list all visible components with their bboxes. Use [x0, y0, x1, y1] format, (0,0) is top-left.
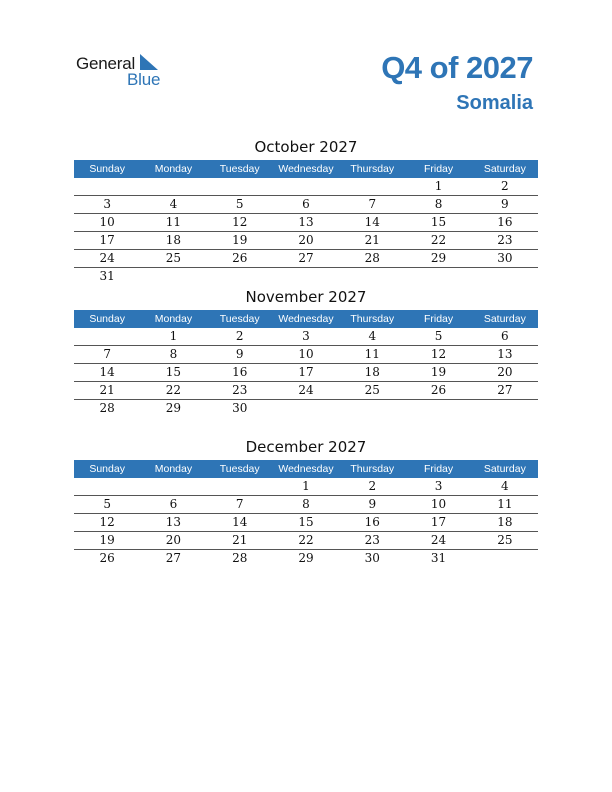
day-cell: [140, 268, 206, 285]
day-cell: 1: [169, 329, 178, 343]
day-cell: 17: [298, 365, 314, 379]
day-cell: 19: [232, 233, 248, 247]
day-cell: 18: [165, 233, 182, 247]
day-cell: 11: [497, 497, 513, 511]
day-cell: 6: [302, 197, 310, 211]
day-cell: 24: [430, 533, 447, 547]
weekday-label: Sunday: [89, 463, 125, 475]
day-cell: 8: [169, 347, 178, 361]
day-cell: 2: [235, 329, 244, 343]
day-cell: 11: [165, 215, 182, 229]
day-cell: 6: [501, 329, 509, 343]
day-cell: 1: [434, 179, 443, 193]
day-cell: [339, 400, 405, 417]
weekday-label: Saturday: [483, 463, 526, 475]
week-row: [74, 496, 538, 514]
day-cell: 15: [298, 515, 314, 529]
day-cell: 28: [99, 401, 115, 415]
weekday-label: Sunday: [89, 313, 125, 325]
day-cell: [140, 478, 206, 495]
day-cell: 26: [99, 551, 115, 565]
day-cell: 17: [430, 515, 447, 529]
day-cell: 30: [232, 401, 248, 415]
day-cell: 16: [497, 215, 513, 229]
day-cell: 2: [501, 179, 509, 193]
month-title: November 2027: [245, 288, 367, 306]
country-subtitle: Somalia: [456, 92, 533, 114]
day-cell: 22: [165, 383, 182, 397]
day-cell: 21: [364, 233, 380, 247]
weekday-label: Tuesday: [219, 313, 260, 325]
day-cell: 10: [298, 347, 314, 361]
day-cell: 20: [497, 365, 513, 379]
day-cell: 14: [232, 515, 248, 529]
day-cell: 5: [434, 329, 443, 343]
week-row: [74, 382, 538, 400]
week-row: [74, 514, 538, 532]
week-row: [74, 550, 538, 567]
day-cell: 9: [235, 347, 244, 361]
day-cell: 21: [232, 533, 248, 547]
logo-triangle-icon: [140, 54, 158, 70]
page-title: Q4 of 2027: [381, 50, 533, 85]
day-cell: 30: [364, 551, 380, 565]
weekday-label: Tuesday: [219, 163, 260, 175]
day-cell: 13: [165, 515, 182, 529]
day-cell: 18: [497, 515, 513, 529]
day-cell: 25: [497, 533, 513, 547]
day-cell: 26: [430, 383, 447, 397]
day-cell: 3: [103, 197, 111, 211]
day-cell: 5: [103, 497, 111, 511]
day-cell: 27: [298, 251, 314, 265]
day-cell: [207, 478, 273, 495]
day-cell: 12: [232, 215, 248, 229]
weekday-label: Sunday: [89, 163, 125, 175]
week-row: [74, 214, 538, 232]
day-cell: 19: [99, 533, 115, 547]
day-cell: [140, 178, 206, 195]
day-cell: [74, 328, 140, 345]
day-cell: 4: [501, 479, 509, 493]
day-cell: 4: [368, 329, 377, 343]
day-cell: 10: [430, 497, 447, 511]
day-cell: [339, 268, 405, 285]
day-cell: 28: [232, 551, 248, 565]
day-cell: 15: [430, 215, 447, 229]
week-row: [74, 400, 538, 417]
week-row: [74, 346, 538, 364]
day-cell: 23: [497, 233, 513, 247]
day-cell: 10: [99, 215, 115, 229]
weekday-label: Thursday: [350, 163, 395, 175]
weekday-header-row: [74, 160, 538, 178]
brand-logo: [76, 52, 176, 92]
week-row: [74, 364, 538, 382]
day-cell: 6: [169, 497, 178, 511]
weekday-label: Wednesday: [278, 313, 334, 325]
weekday-label: Wednesday: [278, 163, 334, 175]
week-row: [74, 196, 538, 214]
week-row: [74, 268, 538, 285]
day-cell: 28: [364, 251, 380, 265]
day-cell: [405, 400, 471, 417]
day-cell: 1: [302, 479, 310, 493]
day-cell: 29: [430, 251, 447, 265]
day-cell: [405, 268, 471, 285]
day-cell: 25: [165, 251, 182, 265]
day-cell: 13: [298, 215, 314, 229]
weekday-label: Friday: [423, 463, 454, 475]
day-cell: [273, 400, 339, 417]
day-cell: 21: [99, 383, 115, 397]
weekday-label: Thursday: [350, 463, 395, 475]
weekday-label: Monday: [154, 163, 193, 175]
day-cell: 14: [99, 365, 115, 379]
day-cell: 16: [364, 515, 380, 529]
day-cell: 7: [235, 497, 244, 511]
day-cell: [472, 400, 538, 417]
weekday-header-row: [74, 310, 538, 328]
day-cell: 29: [298, 551, 314, 565]
week-row: [74, 532, 538, 550]
week-row: [74, 232, 538, 250]
day-cell: [273, 268, 339, 285]
day-cell: 31: [99, 269, 115, 283]
day-cell: 14: [364, 215, 380, 229]
day-cell: 22: [298, 533, 314, 547]
day-cell: 3: [302, 329, 310, 343]
day-cell: 26: [232, 251, 248, 265]
day-cell: 12: [99, 515, 115, 529]
day-cell: 11: [364, 347, 380, 361]
weekday-label: Saturday: [483, 313, 526, 325]
day-cell: [273, 178, 339, 195]
weekday-label: Friday: [423, 313, 454, 325]
weekday-label: Tuesday: [219, 463, 260, 475]
day-cell: 7: [368, 197, 377, 211]
weekday-label: Wednesday: [278, 463, 334, 475]
day-cell: 16: [232, 365, 248, 379]
day-cell: 2: [368, 479, 377, 493]
day-cell: 27: [165, 551, 182, 565]
day-cell: 4: [169, 197, 178, 211]
day-cell: 24: [298, 383, 314, 397]
weekday-label: Friday: [423, 163, 454, 175]
day-cell: 27: [497, 383, 513, 397]
day-cell: 9: [368, 497, 377, 511]
logo-text-general: General: [76, 54, 136, 73]
day-cell: 19: [430, 365, 447, 379]
weekday-label: Monday: [154, 313, 193, 325]
month-calendar-november: [74, 288, 538, 417]
week-row: [74, 250, 538, 268]
day-cell: 29: [165, 401, 182, 415]
day-cell: 25: [364, 383, 380, 397]
day-cell: [207, 268, 273, 285]
day-cell: 13: [497, 347, 513, 361]
day-cell: [339, 178, 405, 195]
day-cell: 5: [235, 197, 244, 211]
weekday-label: Monday: [154, 463, 193, 475]
day-cell: 22: [430, 233, 447, 247]
day-cell: 8: [434, 197, 443, 211]
logo-text-blue: Blue: [127, 70, 161, 89]
day-cell: 30: [497, 251, 513, 265]
month-title: December 2027: [245, 438, 367, 456]
weekday-header-row: [74, 460, 538, 478]
day-cell: 3: [434, 479, 443, 493]
day-cell: [74, 178, 140, 195]
month-calendar-december: [74, 438, 538, 567]
weekday-label: Thursday: [350, 313, 395, 325]
day-cell: 8: [302, 497, 310, 511]
day-cell: 12: [430, 347, 447, 361]
day-cell: 7: [103, 347, 111, 361]
day-cell: 23: [232, 383, 248, 397]
day-cell: 24: [99, 251, 115, 265]
week-row: [74, 328, 538, 346]
day-cell: [472, 550, 538, 567]
day-cell: 31: [430, 551, 447, 565]
day-cell: [74, 478, 140, 495]
day-cell: 15: [165, 365, 182, 379]
day-cell: [472, 268, 538, 285]
weekday-label: Saturday: [483, 163, 526, 175]
day-cell: [207, 178, 273, 195]
month-title: October 2027: [254, 138, 358, 156]
day-cell: 17: [99, 233, 115, 247]
day-cell: 18: [364, 365, 380, 379]
week-row: [74, 478, 538, 496]
day-cell: 9: [501, 197, 509, 211]
day-cell: 20: [165, 533, 182, 547]
month-calendar-october: [74, 138, 538, 285]
week-row: [74, 178, 538, 196]
day-cell: 23: [364, 533, 380, 547]
day-cell: 20: [298, 233, 314, 247]
